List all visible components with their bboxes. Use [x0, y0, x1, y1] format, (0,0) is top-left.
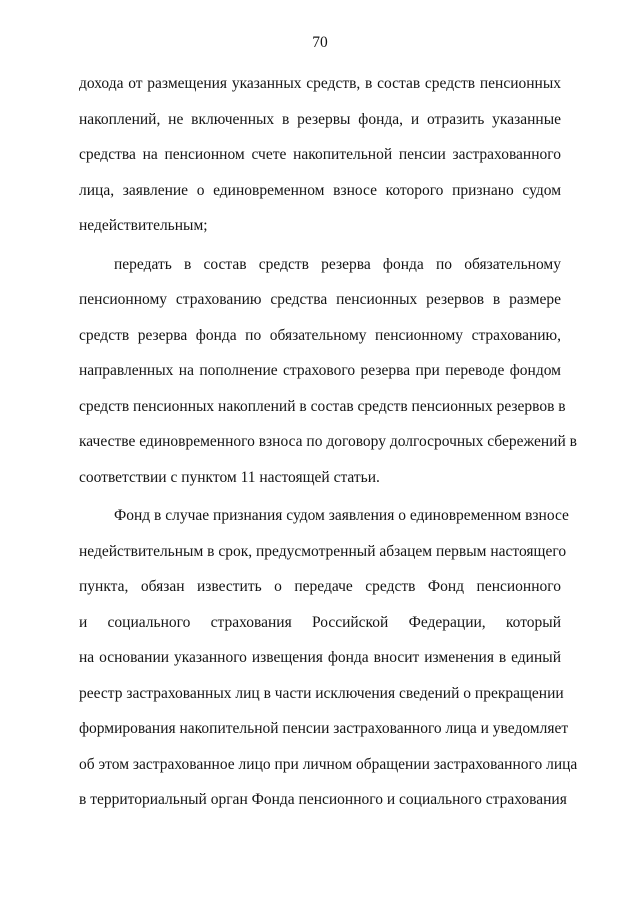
text-line: дохода от размещения указанных средств, в состав средств пенсионных	[79, 75, 561, 92]
text-line: недействительным в срок, предусмотренный абзацем первым настоящего	[79, 542, 567, 560]
text-line: средства на пенсионном счете накопительной пенсии застрахованного	[79, 146, 561, 163]
text-line: в территориальный орган Фонда пенсионного и социального страхования	[79, 791, 567, 808]
paragraph	[79, 247, 577, 496]
paragraph	[79, 498, 578, 818]
text-line: Фонд в случае признания судом заявления о единовременном взносе	[114, 507, 569, 524]
text-line: формирования накопительной пенсии застрахованного лица и уведомляет	[79, 720, 569, 737]
text-line: недействительным;	[79, 217, 208, 234]
text-line: пенсионному страхованию средства пенсионных резервов в размере	[79, 291, 561, 308]
text-line: передать в состав средств резерва фонда по обязательному	[114, 255, 561, 273]
document-body	[79, 66, 578, 818]
text-line: средств резерва фонда по обязательному пенсионному страхованию,	[79, 326, 561, 344]
text-line: качестве единовременного взноса по договору долгосрочных сбережений в	[79, 433, 577, 450]
text-line: реестр застрахованных лиц в части исключения сведений о прекращении	[79, 684, 564, 702]
text-line: накоплений, не включенных в резервы фонда, и отразить указанные	[79, 110, 561, 128]
text-line: соответствии с пунктом 11 настоящей статьи.	[79, 468, 380, 486]
text-line: средств пенсионных накоплений в состав средств пенсионных резервов в	[79, 397, 566, 415]
text-line: об этом застрахованное лицо при личном обращении застрахованного лица	[79, 755, 578, 773]
text-line: направленных на пополнение страхового резерва при переводе фондом	[79, 362, 561, 379]
paragraph	[79, 66, 561, 244]
text-line: и социального страхования Российской Федерации, который	[79, 613, 561, 631]
page-number: 70	[312, 34, 328, 51]
text-line: пункта, обязан известить о передаче средств Фонд пенсионного	[79, 578, 561, 595]
text-line: лица, заявление о единовременном взносе которого признано судом	[79, 181, 561, 199]
text-line: на основании указанного извещения фонда вносит изменения в единый	[79, 649, 561, 666]
